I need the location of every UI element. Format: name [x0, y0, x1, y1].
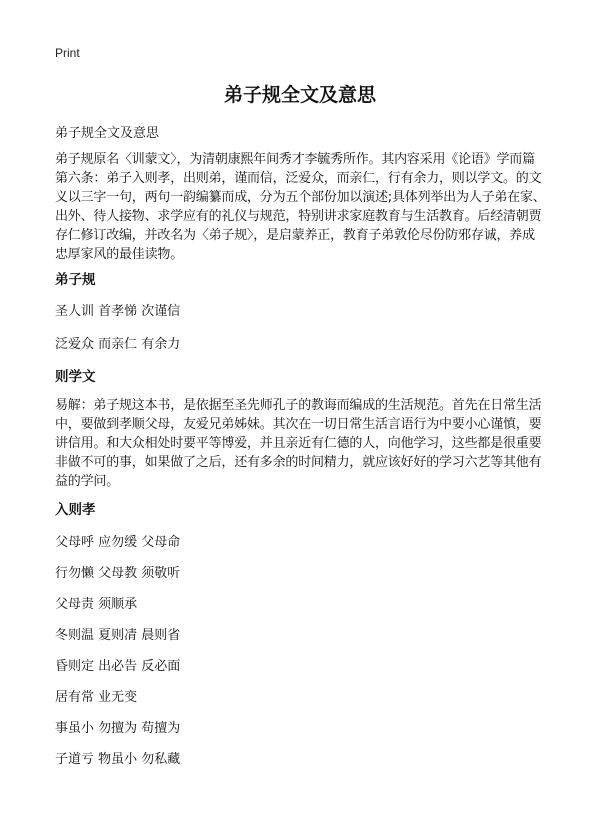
section-heading-dizigui: 弟子规 [55, 272, 96, 288]
verse-line: 昏则定 出必告 反必面 [55, 659, 181, 674]
verse-line: 行勿懒 父母教 须敬听 [55, 566, 181, 581]
page-title: 弟子规全文及意思 [223, 84, 376, 106]
explanation-paragraph: 易解：弟子规这本书，是依据至圣先师孔子的教诲而编成的生活规范。首先在日常生活中，要做到孝顺父母，友爱兄弟姊妹。其次在一切日常生活言语行为中要小心谨慎，要讲信用。和大众相处时要平等博爱，并且亲近有仁德的人，向他学习，这些都是很重要非做不可的事，如果做了之后，还有多余的时间精力，就应该好好的学习六艺等其他有益的学问。 [55, 398, 542, 489]
section-heading-zexuewen: 则学文 [55, 369, 96, 385]
intro-paragraph: 弟子规原名〈训蒙文〉，为清朝康熙年间秀才李毓秀所作。其内容采用《论语》学而篇第六条：弟子入则孝，出则弟，谨而信，泛爱众，而亲仁，行有余力，则以学文。的文义以三字一句，两句一韵编纂而成，分为五个部份加以演述;具体列举出为人子弟在家、出外、待人接物、求学应有的礼仪与规范，特别讲求家庭教育与生活教育。后经清朝贾存仁修订改编，并改名为〈弟子规〉，是启蒙养正，教育子弟敦伦尽份防邪存诚，养成忠厚家风的最佳读物。 [55, 152, 546, 262]
verse-line: 子道亏 物虽小 勿私藏 [55, 752, 181, 767]
verse-line: 居有常 业无变 [55, 690, 138, 705]
section-heading-ruzexiao: 入则孝 [55, 502, 96, 518]
print-link[interactable]: Print [55, 46, 80, 60]
verse-line: 事虽小 勿擅为 苟擅为 [55, 721, 181, 736]
verse-line: 冬则温 夏则凊 晨则省 [55, 628, 181, 643]
article-subtitle: 弟子规全文及意思 [55, 126, 160, 141]
verse-line: 父母呼 应勿缓 父母命 [55, 535, 181, 550]
verse-line: 泛爱众 而亲仁 有余力 [55, 337, 181, 352]
verse-line: 父母责 须顺承 [55, 597, 138, 612]
verse-line: 圣人训 首孝悌 次谨信 [55, 304, 181, 319]
